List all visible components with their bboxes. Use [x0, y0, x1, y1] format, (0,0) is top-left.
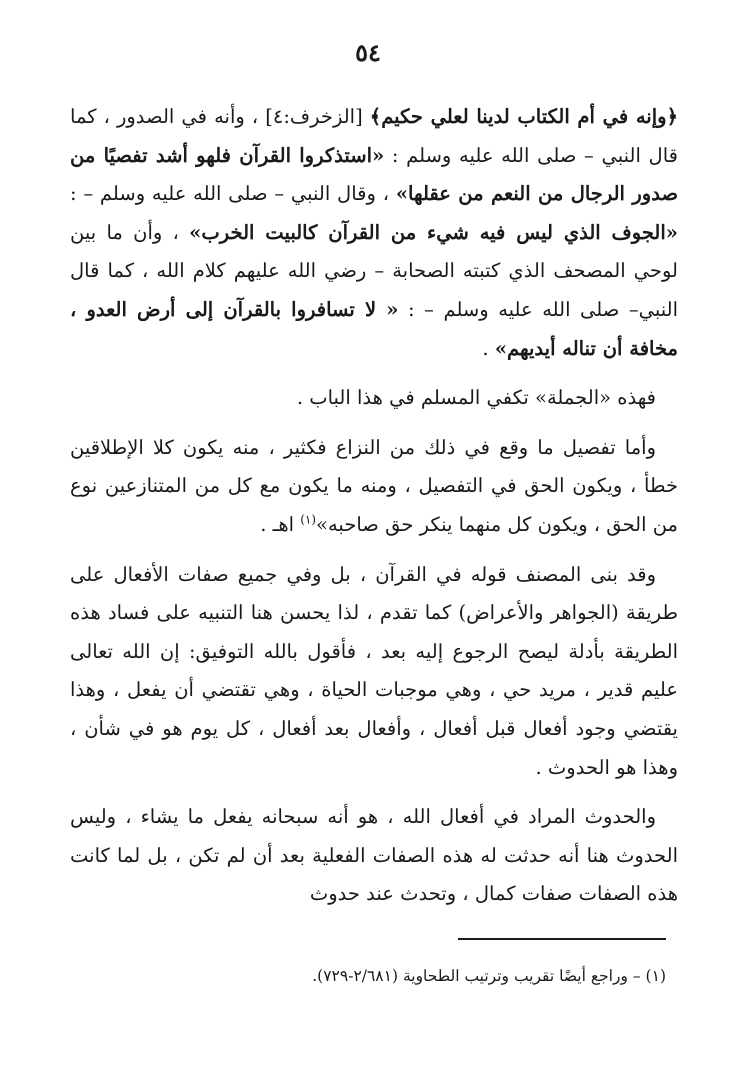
- paragraph-3: [70, 429, 678, 545]
- footnote-text: – وراجع أيضًا تقريب وترتيب الطحاوية (٢/٦٨١-٧٢٩).: [312, 967, 646, 985]
- footnote-reference[interactable]: (١): [300, 512, 317, 527]
- page-number: ٥٤: [355, 38, 381, 67]
- text-segment: .: [482, 336, 495, 360]
- paragraph-2: [70, 379, 678, 418]
- text-segment: ، وقال النبي – صلى الله عليه وسلم – :: [70, 182, 396, 206]
- footnote-divider: [458, 938, 666, 940]
- paragraph-4: [70, 556, 678, 788]
- text-segment: وقد بنى المصنف قوله في القرآن ، بل وفي جميع صفات الأفعال على طريقة (الجواهر والأعراض) كما تقدم ، لذا يحسن هنا التنبيه على فساد هذه الطريقة بأدلة ليصح الرجوع إليه بعد ، فأقول بالله التوفيق: إن الله تعالى عليم قدير ، مريد حي ، وهي موجبات الحياة ، وهي تقتضي أن يفعل ، وهذا يقتضي وجود أفعال قبل أفعال ، وأفعال بعد أفعال ، كل يوم هو في شأن ، وهذا هو الحدوث .: [70, 562, 678, 779]
- hadith-quote: « لا تسافروا بالقرآن إلى أرض العدو ، مخافة أن تناله أيديهم»: [70, 297, 678, 360]
- text-segment: وأما تفصيل ما وقع في ذلك من النزاع فكثير ، منه يكون كلا الإطلاقين خطأ ، ويكون الحق في التفصيل ، ومنه ما يكون مع كل من المتنازعين نوع من الحق ، ويكون كل منهما ينكر حق صاحبه»: [70, 435, 678, 536]
- footnote: [58, 962, 666, 990]
- text-segment: فهذه «الجملة» تكفي المسلم في هذا الباب .: [296, 386, 656, 410]
- footnote-marker: (١): [645, 967, 666, 985]
- text-segment: [الزخرف:٤] ، وأنه في الصدور ، كما قال النبي – صلى الله عليه وسلم :: [70, 105, 678, 167]
- paragraph-1: [70, 98, 678, 368]
- body-text: [70, 98, 678, 914]
- text-segment: والحدوث المراد في أفعال الله ، هو أنه سبحانه يفعل ما يشاء ، وليس الحدوث هنا أنه حدثت له هذه الصفات الفعلية بعد أن لم تكن ، بل لما كانت هذه الصفات صفات كمال ، وتحدث عند حدوث: [70, 805, 678, 906]
- text-segment: اهـ .: [260, 512, 301, 536]
- text-segment: ، وأن ما بين لوحي المصحف الذي كتبته الصحابة – رضي الله عليهم كلام الله ، كما قال النبي– صلى الله عليه وسلم – :: [70, 220, 679, 321]
- hadith-quote: «استذكروا القرآن فلهو أشد تفصيًا من صدور الرجال من النعم من عقلها»: [70, 143, 679, 206]
- paragraph-5: [70, 798, 678, 914]
- hadith-quote: «الجوف الذي ليس فيه شيء من القرآن كالبيت الخرب»: [189, 220, 678, 244]
- quran-verse: ﴿وإنه في أم الكتاب لدينا لعلي حكيم﴾: [369, 105, 678, 128]
